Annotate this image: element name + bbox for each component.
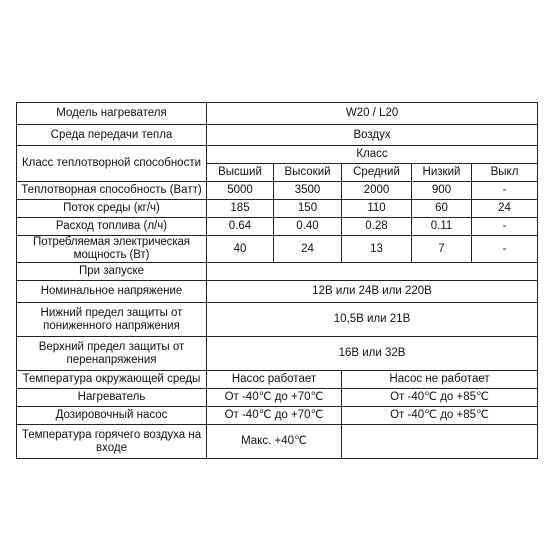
flow-label: Поток среды (кг/ч) [17,200,207,218]
fuel-value-cell: 0.11 [412,218,472,236]
power-value-cell: 40 [207,236,274,263]
table-row [17,236,538,263]
table-row [17,425,538,459]
power-value-cell: - [472,236,538,263]
high-protection-label: Верхний предел защиты от перенапряжения [17,337,207,371]
heat-value-cell: 900 [412,182,472,200]
table-row [17,218,538,236]
heat-value-cell: 2000 [342,182,412,200]
table-row [17,337,538,371]
table-row [17,125,538,146]
class-level-cell: Высокий [274,164,342,182]
heat-value-cell: 3500 [274,182,342,200]
table-row [17,389,538,407]
table-row [17,407,538,425]
class-label: Класс теплотворной способности [17,146,207,182]
table-row [17,146,538,164]
model-label: Модель нагревателя [17,103,207,125]
fuel-label: Расход топлива (л/ч) [17,218,207,236]
table-row [17,103,538,125]
power-label: Потребляемая электрическая мощность (Вт) [17,236,207,263]
table-row [17,263,538,281]
class-level-cell: Высший [207,164,274,182]
heat-value-cell: - [472,182,538,200]
fuel-value-cell: - [472,218,538,236]
heater-label: Нагреватель [17,389,207,407]
inlet-temp-value: Макс. +40℃ [207,425,342,459]
class-level-cell: Выкл [472,164,538,182]
power-value-cell: 7 [412,236,472,263]
low-protection-label: Нижний предел защиты от пониженного напряжения [17,303,207,337]
medium-label: Среда передачи тепла [17,125,207,146]
table-row [17,303,538,337]
table-row [17,371,538,389]
voltage-value: 12В или 24В или 220В [207,281,538,303]
class-header: Класс [207,146,538,164]
spec-table [16,102,538,459]
pump-on-header: Насос работает [207,371,342,389]
table-row [17,281,538,303]
pump-off-header: Насос не работает [342,371,538,389]
heat-label: Теплотворная способность (Ватт) [17,182,207,200]
class-level-cell: Низкий [412,164,472,182]
inlet-temp-empty [342,425,538,459]
heater-pump-on-range: От -40℃ до +70℃ [207,389,342,407]
fuel-value-cell: 0.64 [207,218,274,236]
flow-value-cell: 110 [342,200,412,218]
flow-value-cell: 24 [472,200,538,218]
table-row [17,182,538,200]
dosing-pump-off-range: От -40℃ до +85℃ [342,407,538,425]
class-level-cell: Средний [342,164,412,182]
ambient-label: Температура окружающей среды [17,371,207,389]
startup-label: При запуске [17,263,207,281]
power-value-cell: 13 [342,236,412,263]
flow-value-cell: 150 [274,200,342,218]
table-row [17,200,538,218]
inlet-temp-label: Температура горячего воздуха на входе [17,425,207,459]
low-protection-value: 10,5В или 21В [207,303,538,337]
model-value: W20 / L20 [207,103,538,125]
medium-value: Воздух [207,125,538,146]
high-protection-value: 16В или 32В [207,337,538,371]
flow-value-cell: 60 [412,200,472,218]
dosing-label: Дозировочный насос [17,407,207,425]
startup-value [207,263,538,281]
power-value-cell: 24 [274,236,342,263]
heater-pump-off-range: От -40℃ до +85℃ [342,389,538,407]
dosing-pump-on-range: От -40℃ до +70℃ [207,407,342,425]
heat-value-cell: 5000 [207,182,274,200]
fuel-value-cell: 0.28 [342,218,412,236]
flow-value-cell: 185 [207,200,274,218]
voltage-label: Номинальное напряжение [17,281,207,303]
fuel-value-cell: 0.40 [274,218,342,236]
